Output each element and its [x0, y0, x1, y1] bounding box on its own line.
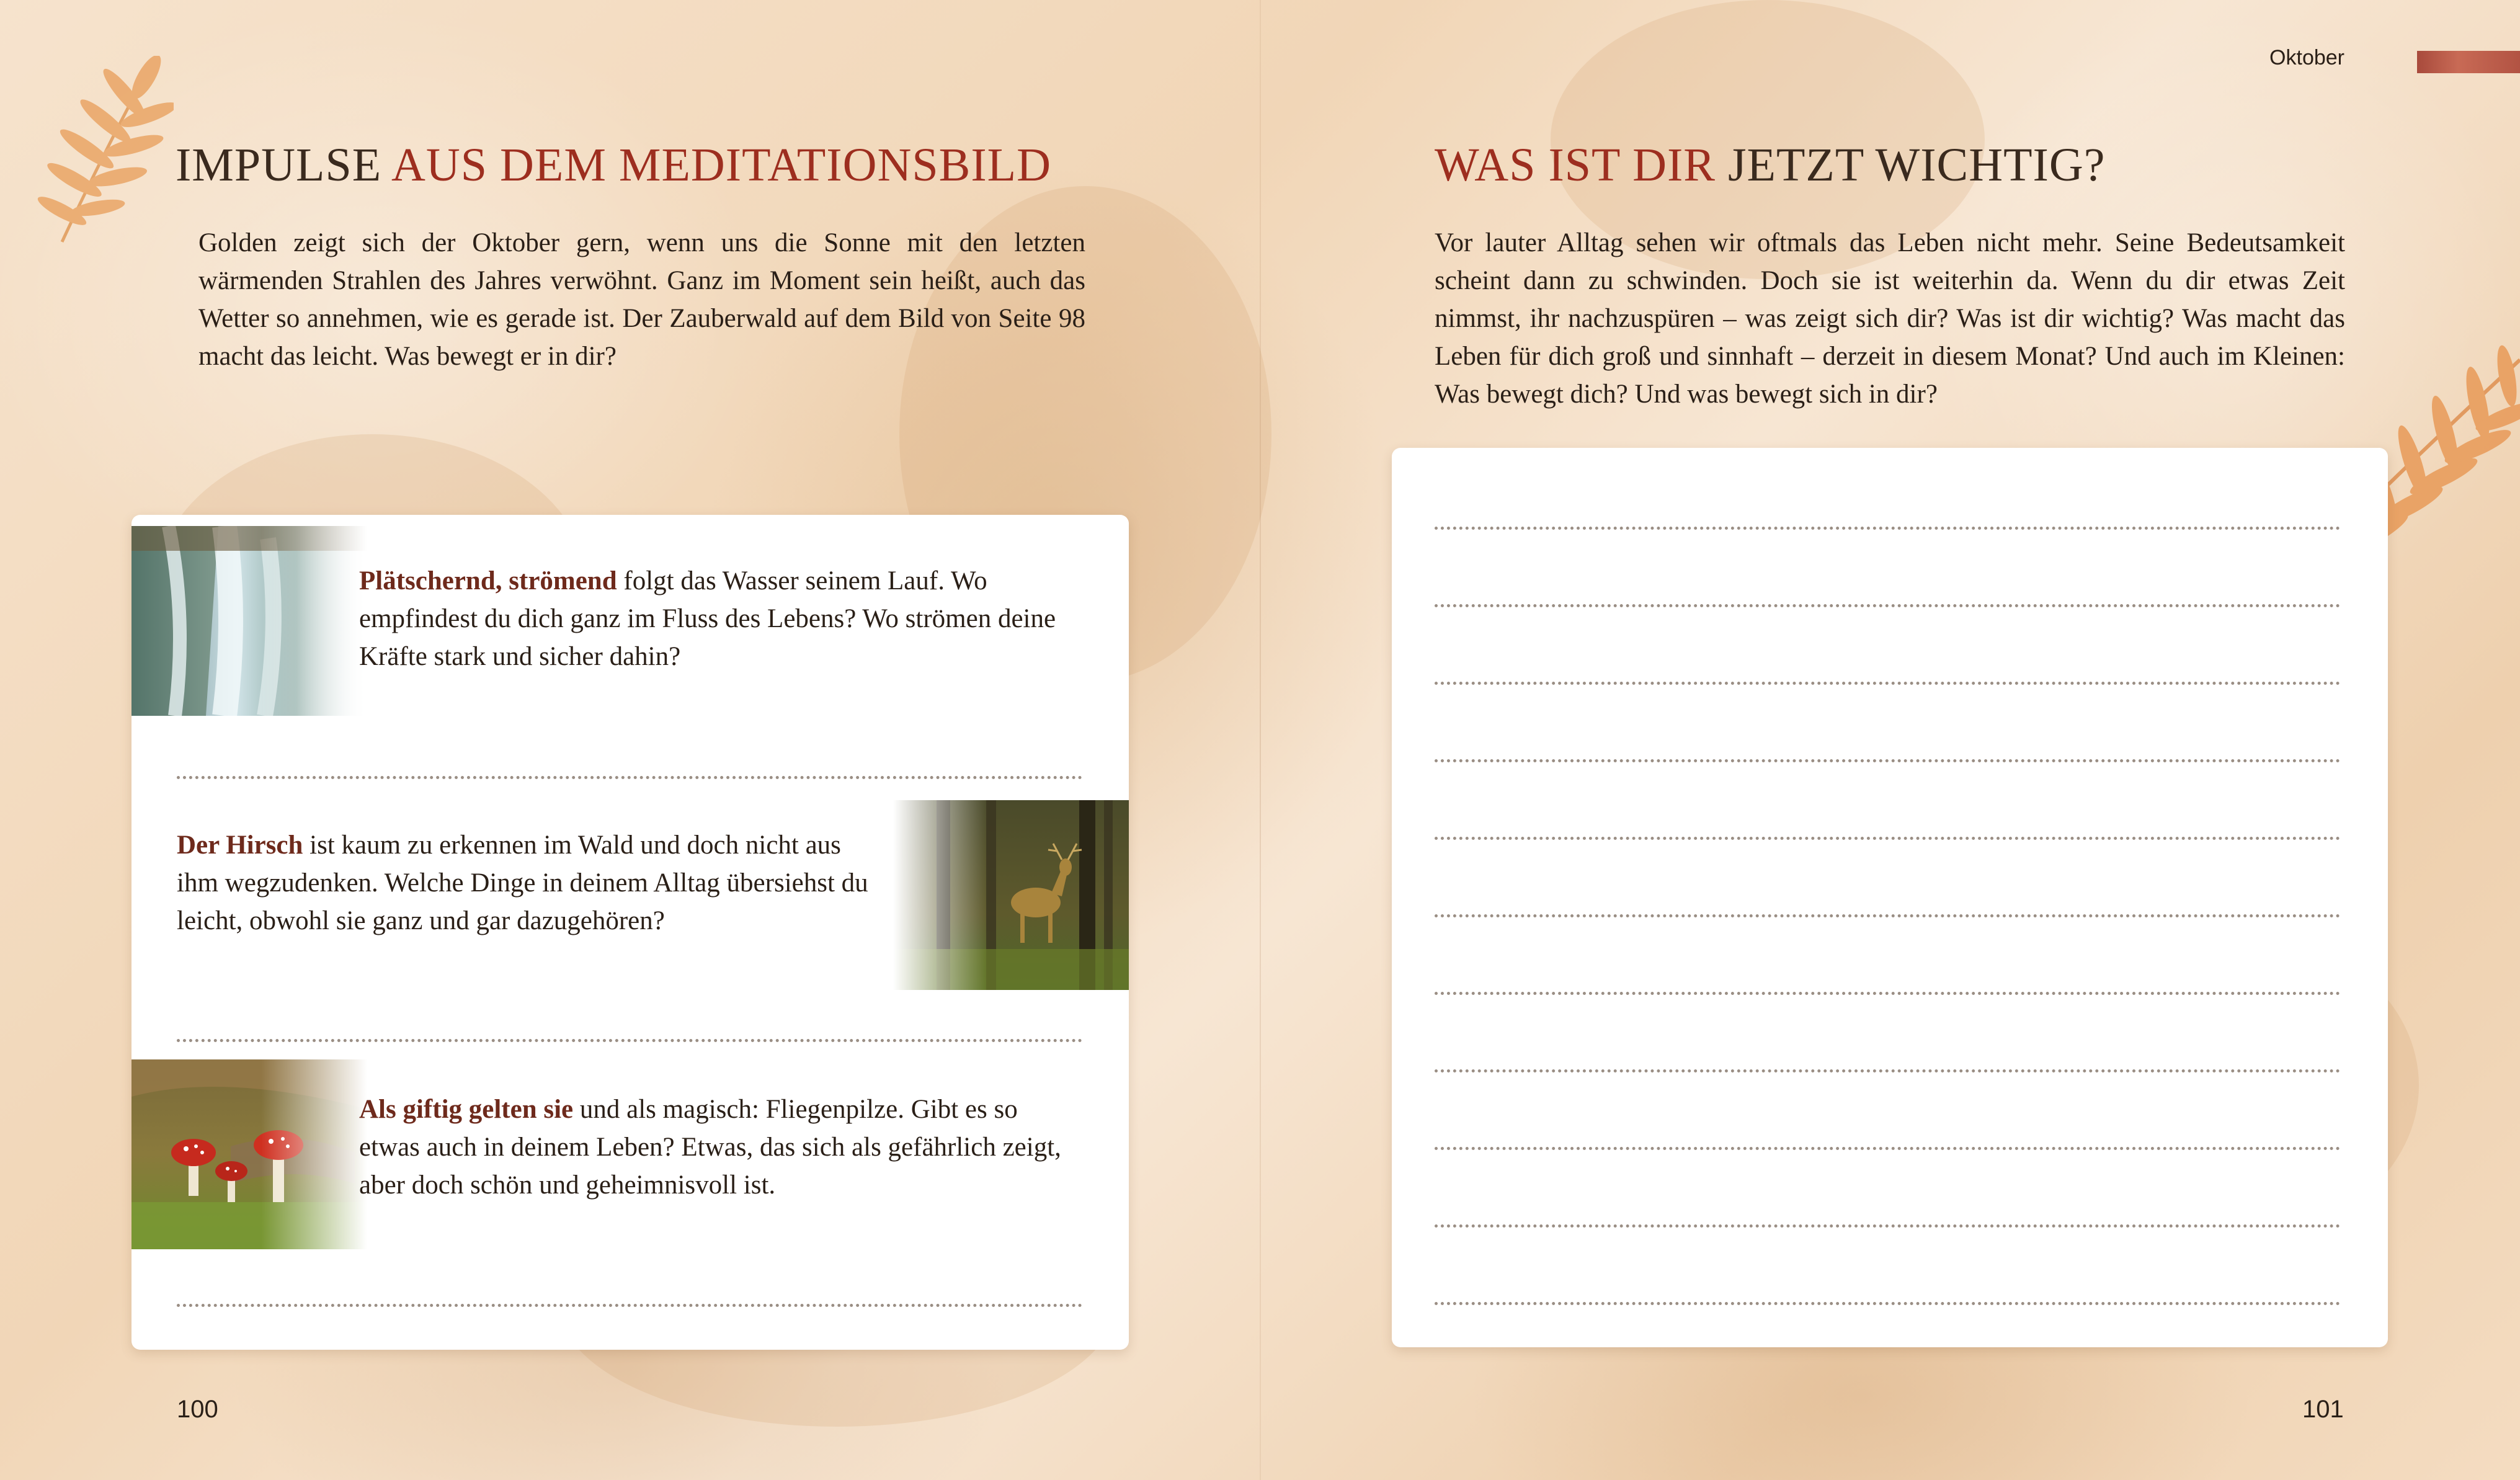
writing-line[interactable] — [1435, 837, 2340, 840]
right-intro-paragraph: Vor lauter Alltag sehen wir oftmals das Leben nicht mehr. Seine Bedeutsamkeit scheint dann zu schwinden. Doch sie ist weiterhin da. Wenn du dir etwas Zeit nimmst, ihr nachzuspüren – was zeigt sich dir? Was ist dir wichtig? Was macht das Leben für dich groß und sinnhaft – derzeit in diesem Monat? Und auch im Kleinen: Was bewegt dich? Und was bewegt sich in dir? — [1435, 228, 2345, 409]
heading-part-red: AUS DEM MEDITATIONSBILD — [391, 139, 1051, 191]
writing-line[interactable] — [1435, 682, 2340, 685]
heading-part-red: WAS IST DIR — [1435, 139, 1716, 191]
prompt-text — [359, 1090, 1085, 1204]
writing-line[interactable] — [1435, 1147, 2340, 1150]
writing-line[interactable] — [1435, 1224, 2340, 1228]
running-head-month: Oktober — [2269, 46, 2344, 69]
page-number-right: 101 — [2302, 1396, 2344, 1423]
prompt-lead: Plätschernd, strömend — [359, 566, 617, 595]
prompt-rest: ist kaum zu erkennen im Wald und doch nicht aus ihm wegzudenken. Welche Dinge in deinem Alltag übersiehst du leicht, obwohl sie ganz und gar dazugehören? — [177, 831, 868, 935]
left-intro-paragraph: Golden zeigt sich der Oktober gern, wenn uns die Sonne mit den letzten wärmenden Strahlen des Jahres verwöhnt. Ganz im Moment sein heißt, auch das Wetter so annehmen, wie es gerade ist. Der Zauberwald auf dem Bild von Seite 98 macht das leicht. Was bewegt er in dir? — [198, 228, 1085, 371]
writing-line[interactable] — [1435, 759, 2340, 762]
writing-line[interactable] — [1435, 604, 2340, 607]
writing-card — [1392, 448, 2388, 1347]
mushroom-photo — [131, 1059, 367, 1249]
left-page-heading — [176, 141, 1051, 189]
prompt-rest: und als magisch: Fliegenpilze. Gibt es so etwas auch in deinem Leben? Etwas, das sich als gefährlich zeigt, aber doch schön und geheimnisvoll ist. — [359, 1095, 1061, 1200]
chapter-tab-marker — [2417, 51, 2520, 73]
prompt-lead: Als giftig gelten sie — [359, 1095, 574, 1124]
writing-line[interactable] — [177, 776, 1082, 779]
writing-line[interactable] — [1435, 527, 2340, 530]
right-page-heading — [1435, 141, 2105, 189]
writing-line[interactable] — [177, 1039, 1082, 1042]
prompt-text — [177, 826, 884, 940]
writing-line[interactable] — [1435, 1069, 2340, 1072]
waterfall-photo — [131, 526, 367, 716]
writing-line[interactable] — [1435, 914, 2340, 917]
leaf-icon — [25, 56, 174, 254]
prompt-lead: Der Hirsch — [177, 831, 303, 860]
writing-line[interactable] — [1435, 992, 2340, 995]
heading-part-dark: IMPULSE — [176, 139, 382, 191]
prompt-text — [359, 562, 1079, 675]
prompt-rest: folgt das Wasser seinem Lauf. Wo empfindest du dich ganz im Fluss des Lebens? Wo strömen deine Kräfte stark und sicher dahin? — [359, 566, 1056, 671]
deer-photo — [893, 800, 1129, 990]
page-spine — [1260, 0, 1261, 1480]
heading-part-dark: JETZT WICHTIG? — [1727, 139, 2106, 191]
writing-line[interactable] — [177, 1304, 1082, 1307]
writing-line[interactable] — [1435, 1302, 2340, 1305]
page-number-left: 100 — [177, 1396, 218, 1423]
